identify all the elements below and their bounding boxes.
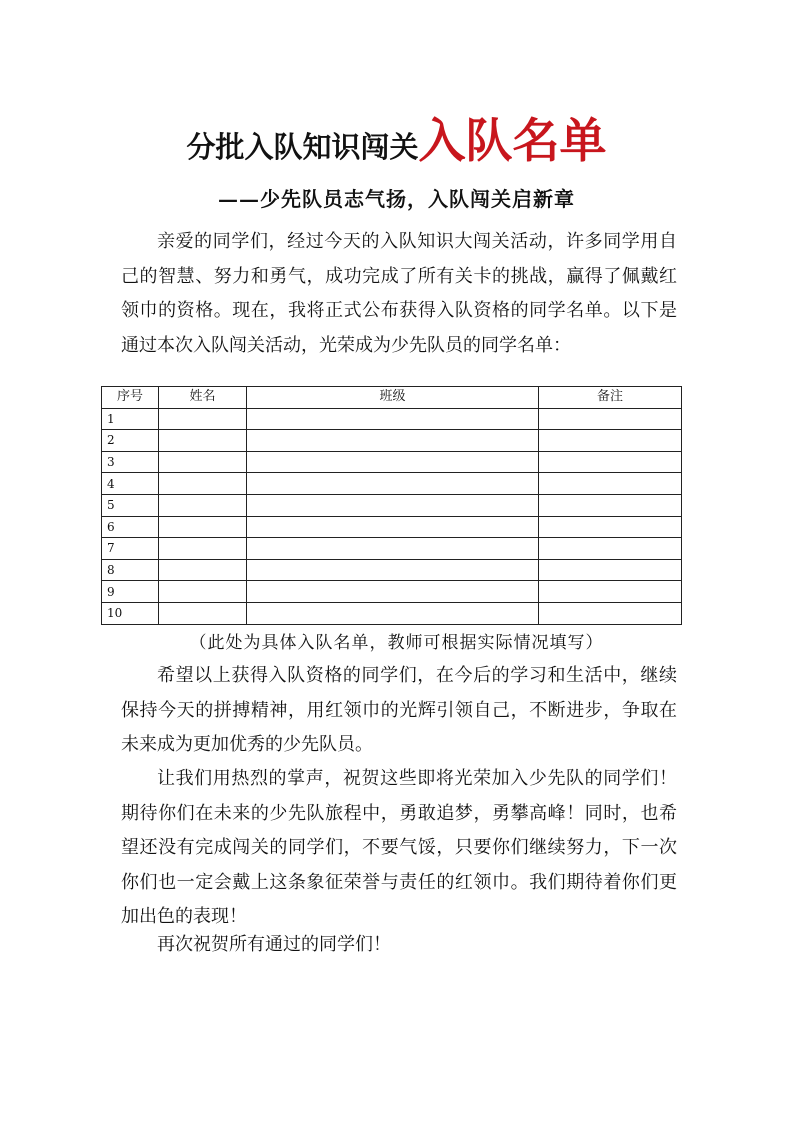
remarks-cell[interactable] (539, 494, 682, 516)
name-cell[interactable] (159, 494, 247, 516)
title-main: 分批入队知识闯关 (186, 130, 419, 164)
class-cell[interactable] (247, 581, 539, 603)
class-cell[interactable] (247, 602, 539, 624)
remarks-cell[interactable] (539, 473, 682, 495)
remarks-cell[interactable] (539, 451, 682, 473)
class-cell[interactable] (247, 430, 539, 452)
table-row (102, 494, 682, 516)
name-cell[interactable] (159, 451, 247, 473)
row-number: 6 (102, 516, 159, 538)
row-number: 7 (102, 538, 159, 560)
table-row (102, 559, 682, 581)
table-row (102, 602, 682, 624)
remarks-cell[interactable] (539, 430, 682, 452)
row-number: 1 (102, 408, 159, 430)
remarks-cell[interactable] (539, 538, 682, 560)
header-name: 姓名 (159, 387, 247, 409)
header-remarks: 备注 (539, 387, 682, 409)
roster-table (101, 386, 682, 625)
roster-table-container (101, 386, 681, 625)
name-cell[interactable] (159, 473, 247, 495)
class-cell[interactable] (247, 451, 539, 473)
table-note: （此处为具体入队名单，教师可根据实际情况填写） (189, 633, 604, 653)
table-row (102, 430, 682, 452)
table-row (102, 408, 682, 430)
document-title (0, 104, 793, 171)
remarks-cell[interactable] (539, 602, 682, 624)
document-subtitle: ——少先队员志气扬，入队闯关启新章 (218, 187, 575, 211)
remarks-cell[interactable] (539, 559, 682, 581)
name-cell[interactable] (159, 516, 247, 538)
table-row (102, 581, 682, 603)
table-row (102, 516, 682, 538)
remarks-cell[interactable] (539, 516, 682, 538)
class-cell[interactable] (247, 494, 539, 516)
class-cell[interactable] (247, 559, 539, 581)
row-number: 9 (102, 581, 159, 603)
name-cell[interactable] (159, 559, 247, 581)
table-row (102, 451, 682, 473)
table-row (102, 538, 682, 560)
header-class: 班级 (247, 387, 539, 409)
row-number: 3 (102, 451, 159, 473)
row-number: 5 (102, 494, 159, 516)
table-header-row (102, 387, 682, 409)
class-cell[interactable] (247, 516, 539, 538)
header-number: 序号 (102, 387, 159, 409)
closing-paragraph: 再次祝贺所有通过的同学们！ (157, 934, 391, 955)
name-cell[interactable] (159, 538, 247, 560)
intro-paragraph: 亲爱的同学们，经过今天的入队知识大闯关活动，许多同学用自己的智慧、努力和勇气，成功完成了所有关卡的挑战，赢得了佩戴红领巾的资格。现在，我将正式公布获得入队资格的同学名单。以下是通过本次入队闯关活动，光荣成为少先队员的同学名单： (121, 231, 677, 356)
class-cell[interactable] (247, 538, 539, 560)
row-number: 4 (102, 473, 159, 495)
encouragement-paragraph: 希望以上获得入队资格的同学们，在今后的学习和生活中，继续保持今天的拼搏精神，用红领巾的光辉引领自己，不断进步，争取在未来成为更加优秀的少先队员。 (121, 665, 677, 755)
row-number: 8 (102, 559, 159, 581)
class-cell[interactable] (247, 408, 539, 430)
name-cell[interactable] (159, 581, 247, 603)
class-cell[interactable] (247, 473, 539, 495)
remarks-cell[interactable] (539, 408, 682, 430)
title-highlight: 入队名单 (418, 114, 607, 169)
name-cell[interactable] (159, 430, 247, 452)
name-cell[interactable] (159, 408, 247, 430)
congratulation-paragraph: 让我们用热烈的掌声，祝贺这些即将光荣加入少先队的同学们！期待你们在未来的少先队旅程中，勇敢追梦，勇攀高峰！同时，也希望还没有完成闯关的同学们，不要气馁，只要你们继续努力，下一次你们也一定会戴上这条象征荣誉与责任的红领巾。我们期待着你们更加出色的表现！ (121, 768, 677, 927)
table-row (102, 473, 682, 495)
remarks-cell[interactable] (539, 581, 682, 603)
row-number: 2 (102, 430, 159, 452)
name-cell[interactable] (159, 602, 247, 624)
row-number: 10 (102, 602, 159, 624)
